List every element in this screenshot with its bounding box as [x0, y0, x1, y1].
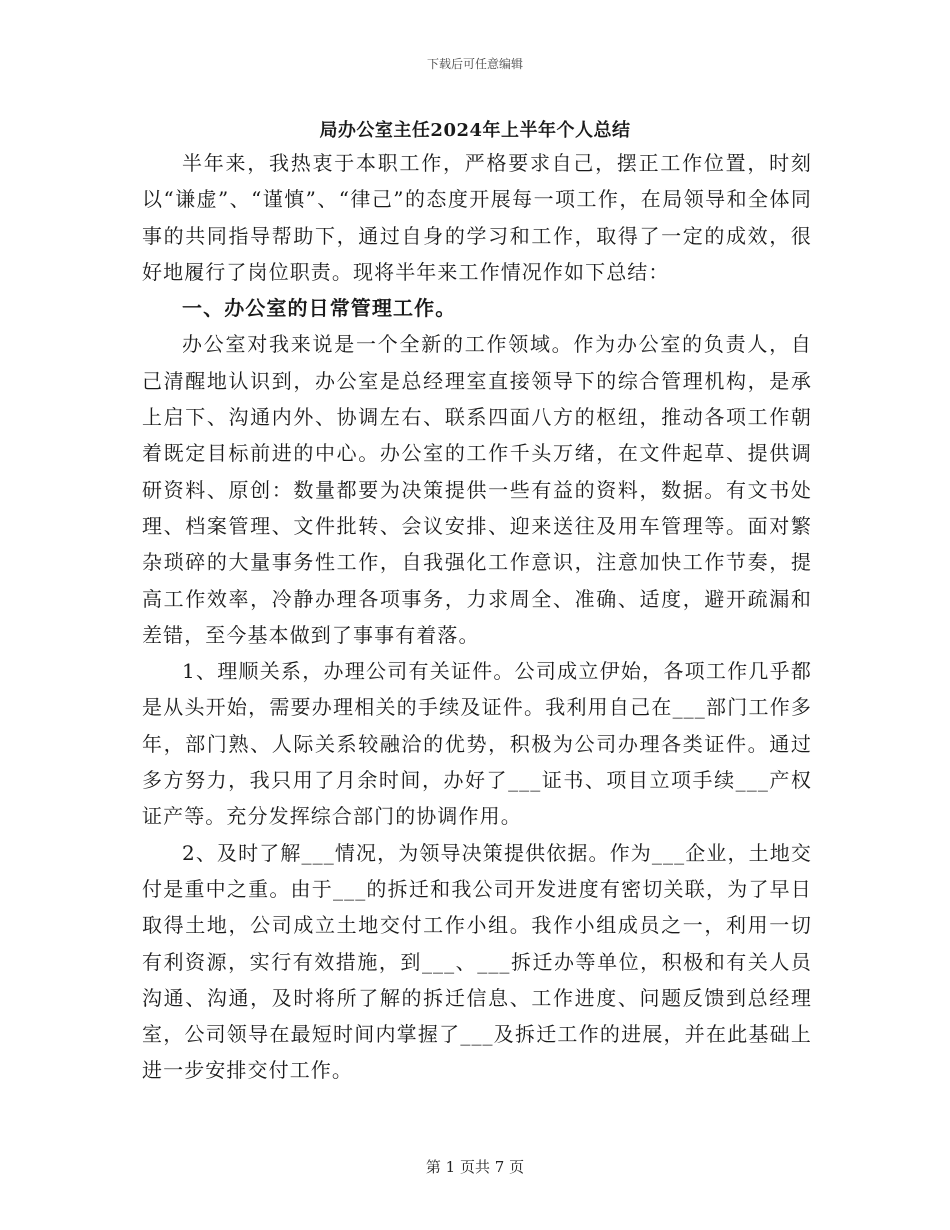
body-paragraph: 1、理顺关系，办理公司有关证件。公司成立伊始，各项工作几乎都是从头开始，需要办理相关的手续及证件。我利用自己在___部门工作多年，部门熟、人际关系较融洽的优势，积极为公司办理各类证件。通过多方努力，我只用了月余时间，办好了___证书、项目立项手续___产权证产等。充分发挥综合部门的协调作用。 — [142, 659, 812, 829]
body-paragraph: 办公室对我来说是一个全新的工作领域。作为办公室的负责人，自己清醒地认识到，办公室是总经理室直接领导下的综合管理机构，是承上启下、沟通内外、协调左右、联系四面八方的枢纽，推动各项工作朝着既定目标前进的中心。办公室的工作千头万绪，在文件起草、提供调研资料、原创：数量都要为决策提供一些有益的资料，数据。有文书处理、档案管理、文件批转、会议安排、迎来送往及用车管理等。面对繁杂琐碎的大量事务性工作，自我强化工作意识，注意加快工作节奏，提高工作效率，冷静办理各项事务，力求周全、准确、适度，避开疏漏和差错，至今基本做到了事事有着落。 — [142, 332, 812, 647]
document-title: 局办公室主任2024年上半年个人总结 — [319, 120, 631, 141]
body-paragraph: 2、及时了解___情况，为领导决策提供依据。作为___企业，土地交付是重中之重。由于___的拆迁和我公司开发进度有密切关联，为了早日取得土地，公司成立土地交付工作小组。我作小组成员之一，利用一切有利资源，实行有效措施，到___、___拆迁办等单位，积极和有关人员沟通、沟通，及时将所了解的拆迁信息、工作进度、问题反馈到总经理室，公司领导在最短时间内掌握了___及拆迁工作的进展，并在此基础上进一步安排交付工作。 — [142, 840, 812, 1083]
document-body — [142, 145, 812, 1089]
section-heading: 一、办公室的日常管理工作。 — [182, 296, 457, 321]
page-number: 第 1 页共 7 页 — [425, 1158, 525, 1176]
intro-paragraph: 半年来，我热衷于本职工作，严格要求自己，摆正工作位置，时刻以“谦虚”、“谨慎”、“律己”的态度开展每一项工作，在局领导和全体同事的共同指导帮助下，通过自身的学习和工作，取得了一定的成效，很好地履行了岗位职责。现将半年来工作情况作如下总结： — [142, 151, 812, 284]
header-note: 下载后可任意编辑 — [426, 57, 523, 71]
